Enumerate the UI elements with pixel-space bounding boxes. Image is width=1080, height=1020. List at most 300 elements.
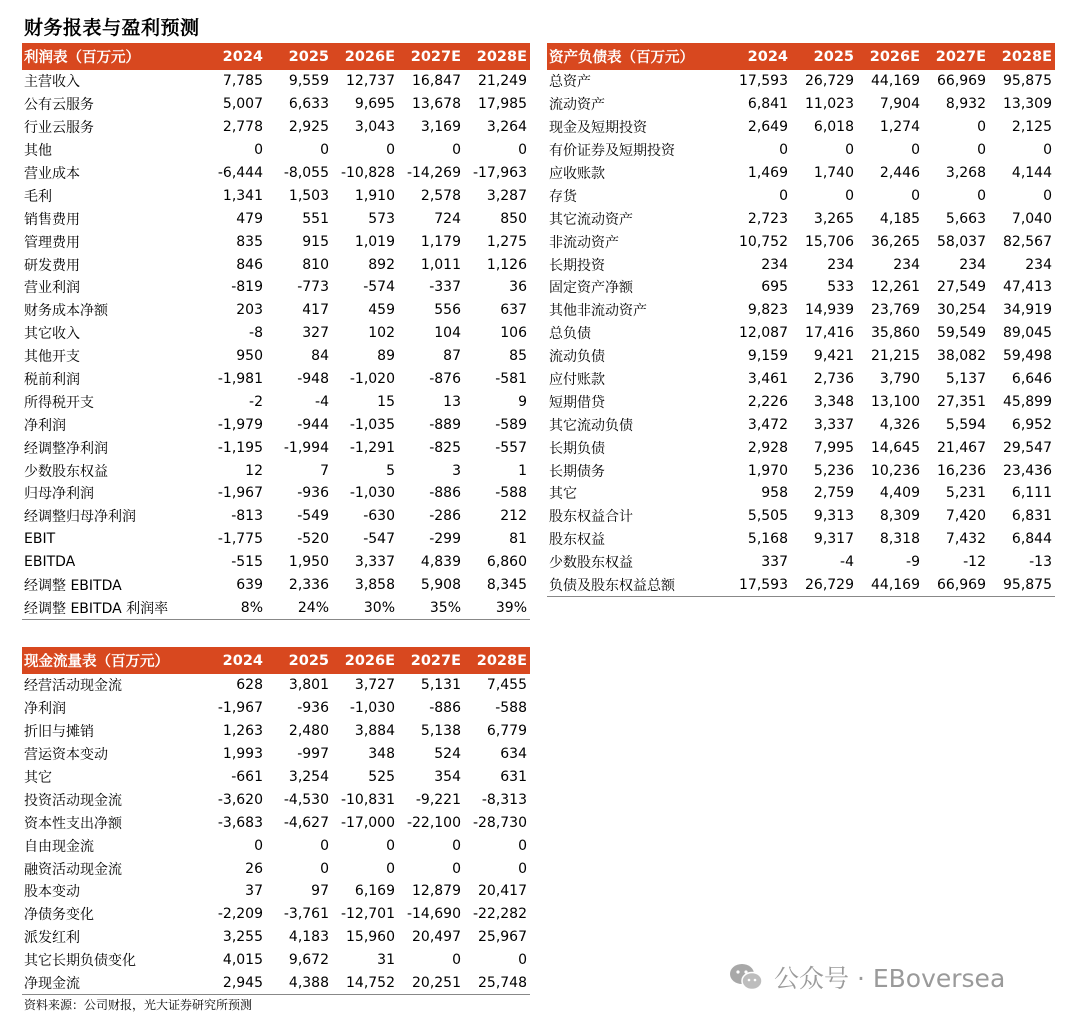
value-cell: 2,778	[222, 119, 263, 136]
value-cell: 950	[236, 348, 263, 365]
value-cell: -17,963	[472, 165, 527, 181]
value-cell: 6,860	[486, 554, 527, 571]
value-cell: 35,860	[871, 325, 920, 342]
value-cell: 5,236	[813, 462, 854, 479]
value-cell: 20,497	[412, 929, 461, 946]
row-label: 营运资本变动	[24, 747, 108, 764]
value-cell: 1,910	[354, 187, 395, 204]
value-cell: -557	[495, 439, 527, 456]
row-label: 应收账款	[549, 166, 605, 182]
row-label: 归母净利润	[24, 486, 94, 503]
value-cell: 7,420	[945, 508, 986, 525]
value-cell: 104	[434, 325, 461, 342]
row-label: 其它	[549, 486, 577, 503]
value-cell: 5,007	[222, 96, 263, 113]
row-label: 毛利	[24, 188, 52, 205]
row-label: 少数股东权益	[549, 555, 633, 572]
row-label: 投资活动现金流	[24, 792, 122, 809]
value-cell: 417	[302, 302, 329, 319]
value-cell: 6,018	[813, 119, 854, 136]
value-cell: 14,752	[332, 972, 398, 995]
row-label: 短期借贷	[549, 394, 605, 411]
year-header: 2028E	[464, 43, 530, 70]
value-cell: 1,126	[486, 256, 527, 273]
year-header: 2028E	[989, 43, 1055, 70]
table-row	[547, 93, 1055, 116]
value-cell: 2,446	[879, 165, 920, 181]
value-cell: 327	[302, 325, 329, 342]
table-row	[547, 207, 1055, 230]
table-row	[22, 880, 530, 903]
value-cell: 835	[236, 233, 263, 250]
value-cell: -876	[429, 371, 461, 388]
value-cell: 234	[1025, 256, 1052, 273]
table-row	[22, 139, 530, 162]
value-cell: 2,649	[747, 119, 788, 136]
value-cell: 85	[509, 348, 527, 365]
value-cell: 3,264	[486, 119, 527, 136]
value-cell: 10,752	[739, 233, 788, 250]
value-cell: -1,775	[217, 531, 263, 548]
table-row	[547, 528, 1055, 551]
value-cell: 66,969	[937, 73, 986, 90]
table-row	[547, 276, 1055, 299]
table-row	[547, 299, 1055, 322]
value-cell: -10,828	[340, 165, 395, 181]
value-cell: -936	[297, 485, 329, 502]
value-cell: 4,183	[288, 929, 329, 946]
row-label: 行业云服务	[24, 120, 94, 137]
value-cell: 0	[518, 142, 527, 159]
value-cell: 9,317	[813, 531, 854, 548]
value-cell: -3,620	[217, 791, 263, 808]
value-cell: -4	[315, 393, 329, 410]
value-cell: 0	[320, 142, 329, 159]
value-cell: -588	[495, 485, 527, 502]
value-cell: 21,467	[937, 439, 986, 456]
value-cell: 724	[434, 210, 461, 227]
value-cell: 20,417	[478, 883, 527, 900]
value-cell: 0	[911, 142, 920, 159]
value-cell: -3,761	[283, 906, 329, 923]
value-cell: 0	[452, 837, 461, 854]
table-row	[547, 253, 1055, 276]
value-cell: 6,844	[1011, 531, 1052, 548]
row-label: 其他	[24, 143, 52, 160]
table-row	[22, 207, 530, 230]
value-cell: 915	[302, 233, 329, 250]
table-row	[22, 459, 530, 482]
value-cell: 1,179	[420, 233, 461, 250]
row-label: 管理费用	[24, 234, 80, 251]
value-cell: 3,461	[747, 371, 788, 388]
value-cell: 1,019	[354, 233, 395, 250]
value-cell: 4,409	[879, 485, 920, 502]
value-cell: 1,993	[222, 746, 263, 763]
table-row	[22, 574, 530, 597]
value-cell: 524	[434, 746, 461, 763]
value-cell: 5,131	[420, 677, 461, 694]
value-cell: -520	[297, 531, 329, 548]
row-label: 经调整 EBITDA 利润率	[22, 596, 200, 619]
value-cell: 82,567	[1003, 233, 1052, 250]
value-cell: 850	[500, 210, 527, 227]
value-cell: 0	[452, 860, 461, 877]
value-cell: 1,263	[222, 723, 263, 740]
value-cell: 3	[452, 462, 461, 479]
year-header: 2026E	[332, 43, 398, 70]
value-cell: -589	[495, 416, 527, 433]
value-cell: 0	[977, 119, 986, 136]
value-cell: 5,505	[747, 508, 788, 525]
value-cell: 35%	[398, 596, 464, 619]
value-cell: 5,594	[945, 416, 986, 433]
value-cell: 12,087	[739, 325, 788, 342]
value-cell: 21,215	[871, 348, 920, 365]
value-cell: 6,169	[354, 883, 395, 900]
value-cell: -22,282	[472, 906, 527, 923]
value-cell: -6,444	[217, 165, 263, 181]
row-label: 经调整 EBITDA	[24, 578, 122, 595]
table-row	[22, 299, 530, 322]
source-note: 资料来源：公司财报，光大证券研究所预测	[24, 998, 253, 1012]
value-cell: 3,337	[354, 554, 395, 571]
row-label: 固定资产净额	[549, 280, 633, 297]
value-cell: 8,309	[879, 508, 920, 525]
value-cell: 234	[761, 256, 788, 273]
value-cell: 3,337	[813, 416, 854, 433]
value-cell: 7,995	[813, 439, 854, 456]
table-row	[22, 436, 530, 459]
row-label: 净利润	[24, 417, 66, 434]
value-cell: 7,455	[486, 677, 527, 694]
table-header-row	[22, 647, 530, 674]
value-cell: -1,195	[217, 439, 263, 456]
table-row	[547, 436, 1055, 459]
value-cell: 3,790	[879, 371, 920, 388]
value-cell: -1,967	[217, 485, 263, 502]
value-cell: 6,646	[1011, 371, 1052, 388]
value-cell: -4	[840, 554, 854, 571]
value-cell: 13,100	[871, 393, 920, 410]
row-label: 净利润	[24, 701, 66, 718]
value-cell: -1,030	[349, 700, 395, 717]
value-cell: 0	[254, 142, 263, 159]
balance-sheet-table	[547, 43, 1055, 597]
value-cell: 0	[320, 860, 329, 877]
value-cell: 4,015	[222, 952, 263, 969]
value-cell: -574	[363, 279, 395, 296]
value-cell: 7	[320, 462, 329, 479]
table-row	[22, 413, 530, 436]
value-cell: -4,530	[283, 791, 329, 808]
value-cell: 5,137	[945, 371, 986, 388]
row-label: EBIT	[24, 531, 56, 548]
value-cell: 234	[959, 256, 986, 273]
table-row	[22, 505, 530, 528]
value-cell: 6,841	[747, 96, 788, 113]
value-cell: 95,875	[989, 574, 1055, 597]
row-label: 资本性支出净额	[24, 815, 122, 832]
value-cell: 59,549	[937, 325, 986, 342]
table-row	[547, 230, 1055, 253]
year-header: 2025	[266, 647, 332, 674]
table-row	[22, 596, 530, 619]
row-label: 税前利润	[24, 372, 80, 389]
value-cell: 3,884	[354, 723, 395, 740]
value-cell: 13	[443, 393, 461, 410]
table-row	[547, 345, 1055, 368]
value-cell: 354	[434, 769, 461, 785]
value-cell: 1,740	[813, 165, 854, 181]
row-label: 非流动资产	[549, 234, 619, 251]
value-cell: 0	[845, 142, 854, 159]
table-row	[22, 345, 530, 368]
row-label: 经调整净利润	[24, 440, 108, 457]
value-cell: 89,045	[1003, 325, 1052, 342]
value-cell: 0	[386, 860, 395, 877]
income-statement-table	[22, 43, 530, 620]
value-cell: 17,593	[739, 73, 788, 90]
value-cell: 7,040	[1011, 210, 1052, 227]
value-cell: -9	[906, 554, 920, 571]
value-cell: 533	[827, 279, 854, 296]
value-cell: 7,432	[945, 531, 986, 548]
table-row	[22, 116, 530, 139]
year-header: 2026E	[857, 43, 923, 70]
value-cell: 234	[893, 256, 920, 273]
table-row	[22, 390, 530, 413]
value-cell: 1,970	[747, 462, 788, 479]
value-cell: 9,559	[288, 73, 329, 90]
value-cell: 628	[236, 677, 263, 694]
value-cell: 15,960	[346, 929, 395, 946]
value-cell: -3,683	[217, 814, 263, 831]
value-cell: -13	[1029, 554, 1052, 571]
row-label: 股本变动	[24, 884, 80, 901]
row-label: 营业利润	[24, 280, 80, 297]
table-row	[547, 390, 1055, 413]
cash-flow-table	[22, 647, 530, 995]
value-cell: 30%	[332, 596, 398, 619]
table-row	[22, 482, 530, 505]
value-cell: 0	[779, 142, 788, 159]
value-cell: 3,265	[813, 210, 854, 227]
value-cell: 8,345	[486, 577, 527, 594]
value-cell: 4,326	[879, 416, 920, 433]
value-cell: 8%	[200, 596, 266, 619]
value-cell: -948	[297, 371, 329, 388]
value-cell: 1,011	[420, 256, 461, 273]
value-cell: -1,020	[349, 371, 395, 388]
value-cell: 25,748	[464, 972, 530, 995]
value-cell: 573	[368, 210, 395, 227]
table-row	[547, 139, 1055, 162]
value-cell: 2,736	[813, 371, 854, 388]
value-cell: 44,169	[871, 73, 920, 90]
value-cell: 16,236	[937, 462, 986, 479]
value-cell: 27,351	[937, 393, 986, 410]
row-label: 现金及短期投资	[549, 120, 647, 137]
row-label: 股东权益	[549, 532, 605, 549]
value-cell: 0	[779, 187, 788, 204]
value-cell: 106	[500, 325, 527, 342]
value-cell: 0	[518, 860, 527, 877]
table-row	[547, 505, 1055, 528]
value-cell: -1,035	[349, 416, 395, 433]
value-cell: -547	[363, 531, 395, 548]
row-label: 应付账款	[549, 372, 605, 389]
value-cell: -286	[429, 508, 461, 525]
value-cell: 0	[911, 187, 920, 204]
year-header: 2028E	[464, 647, 530, 674]
table-header-row	[547, 43, 1055, 70]
value-cell: 637	[500, 302, 527, 319]
row-label: 净现金流	[22, 972, 200, 995]
value-cell: 0	[320, 837, 329, 854]
value-cell: 203	[236, 302, 263, 319]
value-cell: 0	[1043, 187, 1052, 204]
value-cell: 34,919	[1003, 302, 1052, 319]
value-cell: 3,255	[222, 929, 263, 946]
row-label: 经调整归母净利润	[24, 509, 136, 526]
value-cell: 459	[368, 302, 395, 319]
value-cell: 9	[518, 393, 527, 410]
value-cell: 4,839	[420, 554, 461, 571]
row-label: 财务成本净额	[24, 303, 108, 320]
value-cell: 551	[302, 210, 329, 227]
value-cell: 639	[236, 577, 263, 594]
table-row	[547, 322, 1055, 345]
value-cell: 36,265	[871, 233, 920, 250]
value-cell: 25,967	[478, 929, 527, 946]
value-cell: 0	[386, 837, 395, 854]
value-cell: -889	[429, 416, 461, 433]
value-cell: 9,695	[354, 96, 395, 113]
value-cell: 8,932	[945, 96, 986, 113]
year-header: 2024	[200, 647, 266, 674]
value-cell: 5	[386, 462, 395, 479]
value-cell: 2,226	[747, 393, 788, 410]
wechat-icon	[728, 962, 764, 992]
value-cell: 11,023	[805, 96, 854, 113]
value-cell: -22,100	[406, 814, 461, 831]
value-cell: 1,341	[222, 187, 263, 204]
value-cell: 212	[500, 508, 527, 525]
value-cell: 3,472	[747, 416, 788, 433]
row-label: 融资活动现金流	[24, 861, 122, 878]
value-cell: -337	[429, 279, 461, 296]
value-cell: 27,549	[937, 279, 986, 296]
value-cell: -14,269	[406, 165, 461, 181]
value-cell: 44,169	[857, 574, 923, 597]
value-cell: 479	[236, 210, 263, 227]
row-label: 其它流动负债	[549, 417, 633, 434]
table-row	[547, 551, 1055, 574]
table-row	[22, 788, 530, 811]
value-cell: 695	[761, 279, 788, 296]
table-row	[22, 834, 530, 857]
value-cell: 29,547	[1003, 439, 1052, 456]
row-label: 长期负债	[549, 440, 605, 457]
value-cell: -819	[231, 279, 263, 296]
value-cell: -1,994	[283, 439, 329, 456]
row-label: 销售费用	[24, 211, 80, 228]
value-cell: 45,899	[1003, 393, 1052, 410]
row-label: EBITDA	[24, 554, 76, 571]
row-label: 总资产	[549, 74, 591, 91]
value-cell: -630	[363, 508, 395, 525]
value-cell: 21,249	[478, 73, 527, 90]
value-cell: 892	[368, 256, 395, 273]
value-cell: 2,480	[288, 723, 329, 740]
value-cell: 39%	[464, 596, 530, 619]
table-row	[22, 697, 530, 720]
value-cell: 2,759	[813, 485, 854, 502]
value-cell: 14,939	[805, 302, 854, 319]
value-cell: 12	[245, 462, 263, 479]
value-cell: 47,413	[1003, 279, 1052, 296]
value-cell: 26,729	[805, 73, 854, 90]
table-row	[547, 184, 1055, 207]
value-cell: 1,275	[486, 233, 527, 250]
value-cell: 2,723	[747, 210, 788, 227]
table-row	[22, 949, 530, 972]
table-row	[22, 528, 530, 551]
row-label: 股东权益合计	[549, 509, 633, 526]
value-cell: 2,925	[288, 119, 329, 136]
row-label: 有价证券及短期投资	[549, 143, 675, 160]
value-cell: 84	[311, 348, 329, 365]
table-row	[22, 720, 530, 743]
table-title-header: 利润表（百万元）	[22, 43, 200, 70]
value-cell: 2,125	[1011, 119, 1052, 136]
value-cell: -813	[231, 508, 263, 525]
table-row	[22, 162, 530, 185]
value-cell: -10,831	[340, 791, 395, 808]
table-row	[22, 368, 530, 391]
value-cell: 3,254	[288, 769, 329, 785]
value-cell: 5,663	[945, 210, 986, 227]
row-label: 派发红利	[24, 930, 80, 947]
year-header: 2024	[200, 43, 266, 70]
value-cell: 13,678	[412, 96, 461, 113]
row-label: 经营活动现金流	[24, 678, 122, 695]
value-cell: 3,287	[486, 187, 527, 204]
value-cell: -581	[495, 371, 527, 388]
table-row	[547, 482, 1055, 505]
row-label: 其它收入	[24, 326, 80, 343]
value-cell: 12,261	[871, 279, 920, 296]
table-row	[547, 459, 1055, 482]
row-label: 长期债务	[549, 463, 605, 480]
row-label: 公有云服务	[24, 97, 94, 114]
value-cell: 2,945	[200, 972, 266, 995]
value-cell: 3,348	[813, 393, 854, 410]
table-row	[22, 766, 530, 789]
value-cell: 0	[977, 187, 986, 204]
value-cell: -17,000	[340, 814, 395, 831]
value-cell: -1,981	[217, 371, 263, 388]
row-label: 长期投资	[549, 257, 605, 274]
row-label: 其它长期负债变化	[24, 953, 136, 970]
table-row	[22, 674, 530, 697]
value-cell: 102	[368, 325, 395, 342]
year-header: 2027E	[398, 43, 464, 70]
row-label: 净债务变化	[24, 907, 94, 924]
value-cell: -549	[297, 508, 329, 525]
value-cell: 6,111	[1011, 485, 1052, 502]
